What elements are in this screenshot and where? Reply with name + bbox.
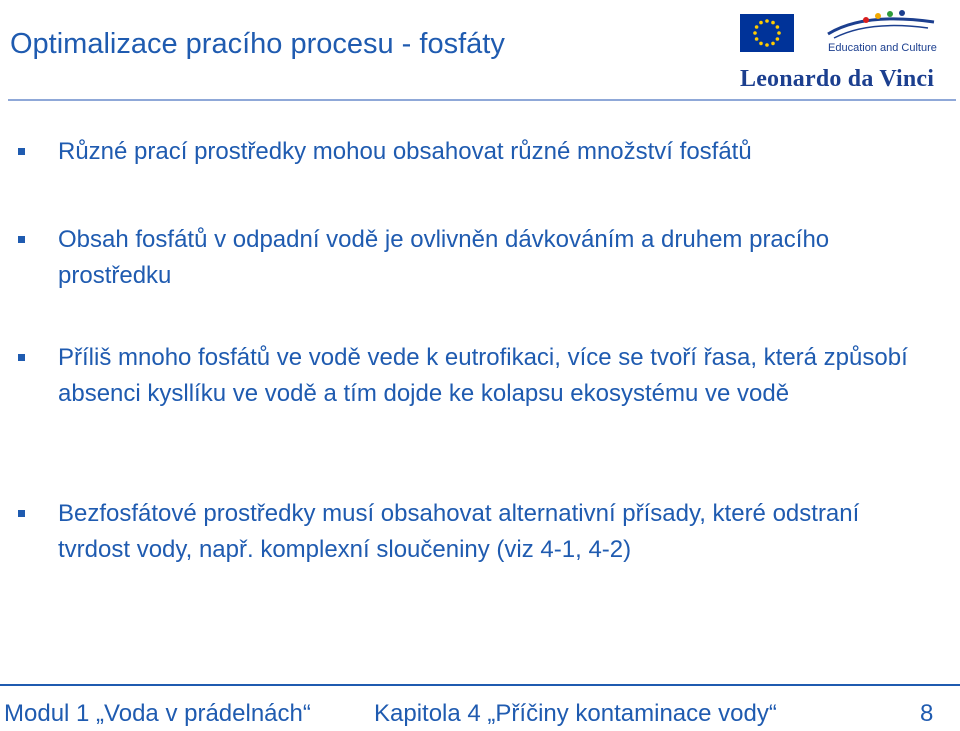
- logo-area: [738, 8, 956, 100]
- bullet-text: Obsah fosfátů v odpadní vodě je ovlivněn dávkováním a druhem pracího prostředku: [58, 226, 830, 289]
- bullet-text: Bezfosfátové prostředky musí obsahovat alternativní přísady, které odstraní tvrdost vody, např. komplexní sloučeniny (viz 4-1, 4-2): [58, 500, 860, 563]
- footer-module: Modul 1 „Voda v prádelnách“: [4, 700, 311, 727]
- leonardo-da-vinci-label: Leonardo da Vinci: [740, 66, 935, 92]
- square-bullet-icon: [18, 354, 25, 361]
- footer-divider: [0, 684, 960, 686]
- education-culture-logo-icon: [824, 8, 944, 42]
- footer-chapter: Kapitola 4 „Příčiny kontaminace vody“: [374, 700, 777, 727]
- square-bullet-icon: [18, 236, 25, 243]
- square-bullet-icon: [18, 510, 25, 517]
- slide-title: Optimalizace pracího procesu - fosfáty: [10, 28, 505, 60]
- page-number: 8: [920, 700, 934, 727]
- header-divider: [8, 99, 956, 101]
- eu-flag-icon: [740, 14, 794, 52]
- bullet-text: Různé prací prostředky mohou obsahovat různé množství fosfátů: [58, 138, 752, 165]
- education-culture-label: Education and Culture: [828, 42, 937, 54]
- square-bullet-icon: [18, 148, 25, 155]
- bullet-text: Příliš mnoho fosfátů ve vodě vede k eutrofikaci, více se tvoří řasa, která způsobí absenci kysllíku ve vodě a tím dojde ke kolapsu ekosystému ve vodě: [58, 344, 908, 407]
